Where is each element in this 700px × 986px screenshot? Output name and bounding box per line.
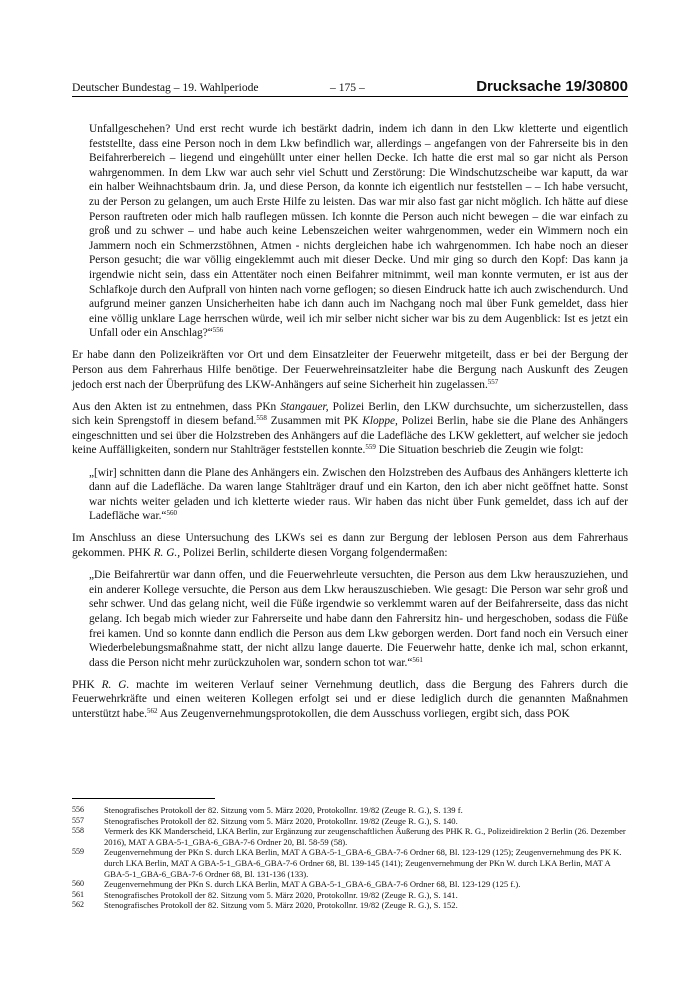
footnote-number: 561 bbox=[72, 889, 84, 899]
paragraph-text: Polizei Berlin, schilderte diesen Vorgang folgendermaßen: bbox=[180, 547, 448, 560]
paragraph-text: PHK bbox=[72, 678, 102, 691]
paragraph-text: Aus den Akten ist zu entnehmen, dass PKn bbox=[72, 400, 281, 413]
footnote-divider bbox=[72, 798, 215, 799]
paragraph-text: Polizei Berlin, habe sie die Plane des Anhängers eingeschnitten und sei über die Holzstreben des Anhängers auf die Ladefläche des LKW geklettert, auf welcher sie jedoch keine Auffälligkeiten, sondern nur Stahlträger feststellen konnte. bbox=[72, 415, 628, 457]
document-number bbox=[476, 78, 628, 95]
paragraph-text: Er habe dann den Polizeikräften vor Ort und dem Einsatzleiter der Feuerwehr mitgeteilt, dass er bei der Bergung der Person aus dem Fahrerhaus Hilfe benötige. Der Feuerwehreinsatzleiter habe die Bergung nach Auskunft des Zeugen jedoch erst nach der Überprüfung des LKW-Anhängers auf seine Sicherheit hin zugelassen. bbox=[72, 349, 628, 391]
footnote-text: Vermerk des KK Manderscheid, LKA Berlin, zur Ergänzung zur zeugenschaftlichen Äußerung des PHK R. G., Polizeidirektion 2 Berlin (26. Dezember 2016), MAT A GBA-5-1_GBA-6_GBA-7-6 Ordner 20, Bl. 58-59 (58). bbox=[104, 826, 626, 847]
footnote-text: Zeugenvernehmung der PKn S. durch LKA Berlin, MAT A GBA-5-1_GBA-6_GBA-7-6 Ordner 68, Bl. 123-129 (125 f.). bbox=[104, 879, 521, 890]
footnote-ref: 557 bbox=[487, 377, 499, 386]
footnote-text: Stenografisches Protokoll der 82. Sitzung vom 5. März 2020, Protokollnr. 19/82 (Zeuge R. G.), S. 139 f. bbox=[104, 805, 463, 815]
paragraph-text: Im Anschluss an diese Untersuchung des LKWs sei es dann zur Bergung der leblosen Person aus dem Fahrerhaus gekommen. PHK bbox=[72, 532, 628, 560]
footnote-text: Stenografisches Protokoll der 82. Sitzung vom 5. März 2020, Protokollnr. 19/82 (Zeuge R. G.), S. 140. bbox=[104, 815, 458, 826]
footnote bbox=[72, 900, 628, 911]
page-number: – 175 – bbox=[330, 81, 365, 94]
footnote-text: Stenografisches Protokoll der 82. Sitzung vom 5. März 2020, Protokollnr. 19/82 (Zeuge R. G.), S. 141. bbox=[104, 889, 458, 900]
page-header bbox=[72, 78, 628, 97]
header-left: Deutscher Bundestag – 19. Wahlperiode bbox=[72, 81, 259, 94]
footnote-ref: 562 bbox=[146, 706, 158, 715]
paragraph-text: Aus Zeugenvernehmungsprotokollen, die dem Ausschuss vorliegen, ergibt sich, dass POK bbox=[157, 707, 570, 720]
person-name: R. G. bbox=[101, 678, 130, 691]
paragraph-text: machte im weiteren Verlauf seiner Vernehmung deutlich, dass die Bergung des Fahrers durch die Feuerwehrkräfte und einen weiteren Kollegen erfolgt sei und er diese lediglich durch die genannten Maßnahmen unterstützt habe. bbox=[72, 678, 628, 720]
footnote-number: 559 bbox=[72, 847, 84, 857]
body-paragraph bbox=[72, 348, 628, 392]
footnote bbox=[72, 847, 628, 879]
paragraph-text: Die Situation beschrieb die Zeugin wie folgt: bbox=[375, 444, 584, 457]
quote-text: „Die Beifahrertür war dann offen, und die Feuerwehrleute versuchten, die Person aus dem Lkw herauszuziehen, und ein anderer Kollege versuchte, die Person aus dem Lkw herauszuschieben. Wie gesagt: Die Person war sehr groß und sehr schwer. Und das gelang nicht, weil die Füße irgendwie so verklemmt waren auf der Beifahrerseite, dass das nicht gelang. Ich begab mich wieder zur Fahrerseite und habe dann den Fahrersitz hin- und hergeschoben, sodass die Füße frei kamen. Und so konnte dann endlich die Person aus dem Lkw geborgen werden. Dort fand noch ein Versuch einer Wiederbelebungsmaßnahme statt, der nicht allzu lange dauerte. Die Feuerwehr hatte, denke ich mal, schon erkannt, dass die Person nicht mehr zurückzuholen war, sondern schon tot war.“ bbox=[89, 569, 628, 669]
paragraph-text: Polizei Berlin, den LKW durchsuchte, um sicherzustellen, dass sich kein Sprengstoff in diesem befand. bbox=[72, 400, 628, 428]
quote-paragraph bbox=[89, 466, 628, 524]
quote-paragraph bbox=[89, 568, 628, 670]
document-number-prefix: Drucksache 19/ bbox=[476, 78, 587, 95]
footnote-ref: 556 bbox=[212, 326, 224, 335]
body-paragraph bbox=[72, 678, 628, 722]
body-text bbox=[72, 122, 628, 729]
footnote-number: 558 bbox=[72, 826, 84, 836]
footnote bbox=[72, 826, 628, 847]
document-number-value: 30800 bbox=[586, 78, 628, 95]
footnote bbox=[72, 805, 628, 816]
footnotes bbox=[72, 798, 628, 911]
body-paragraph bbox=[72, 531, 628, 560]
person-name: Kloppe, bbox=[362, 415, 398, 428]
footnote-ref: 560 bbox=[166, 509, 177, 518]
quote-text: „[wir] schnitten dann die Plane des Anhängers ein. Zwischen den Holzstreben des Aufbaus des Anhängers kletterte ich dann auf die Ladefläche. Da waren lange Stahlträger drauf und ein Karton, den ich aber nicht geöffnet hatte. Sonst war nichts weiter geladen und ich kletterte wieder raus. Wir haben das nicht über Funk gemeldet, dass ich auf der Ladefläche war.“ bbox=[89, 466, 628, 523]
footnote-ref: 558 bbox=[256, 414, 267, 423]
footnote-number: 556 bbox=[72, 805, 84, 814]
footnote-number: 562 bbox=[72, 900, 84, 910]
person-name: Stangauer, bbox=[280, 400, 329, 413]
body-paragraph bbox=[72, 400, 628, 458]
quote-text: Unfallgeschehen? Und erst recht wurde ich bestärkt dadrin, indem ich dann in den Lkw kletterte und eigentlich feststellte, dass eine Person noch in dem Lkw befindlich war, allerdings – angefangen von der Fahrerseite bis in den Beifahrerbereich – liegend und eingehüllt unter einer hellen Decke. Ich hatte die erst mal so gar nicht als Person wahrgenommen. In dem Lkw war auch sehr viel Schutt und Zerstörung: Die Windschutzscheibe war kaputt, da war ein halber Weihnachtsbaum drin. Ja, und diese Person, da konnte ich eigentlich nur feststellen – – Ich habe versucht, zu der Person zu gelangen, um auch Erste Hilfe zu leisten. Das war mir also fast gar nicht möglich. Ich hätte auf diese Person rauftreten oder mich halb rauflegen müssen. Ich konnte die Person auch nicht bewegen – die war einfach zu groß und zu schwer – und habe auch keine Lebenszeichen weiter wahrgenommen, weder ein Wimmern noch ein Jammern noch ein Schmerzstöhnen, Atmen - nichts dergleichen habe ich wahrgenommen. Ich habe noch an dieser Person gesucht; die war völlig eingeklemmt auch mit dieser Decke. Und mir ging so durch den Kopf: Das kann ja irgendwie nicht sein, dass ein Attentäter noch einen Beifahrer mitnimmt, weil man konnte vermuten, er ist aus der Schlafkoje durch den Aufprall von hinten nach vorne geflogen; so diesen Eindruck hatte ich auch zwischendurch. Und aufgrund meiner ganzen Unsicherheiten habe ich dann auch im Nachgang noch mal über Funk gemeldet, dass hier eine völlig unklare Lage herrschen würde, weil ich mir selber nicht sicher war bis zu dem Augenblick: Ist es jetzt ein Unfall oder ein Anschlag?“ bbox=[89, 123, 628, 340]
footnote-number: 557 bbox=[72, 815, 84, 825]
quote-paragraph bbox=[89, 122, 628, 341]
footnote-text: Stenografisches Protokoll der 82. Sitzung vom 5. März 2020, Protokollnr. 19/82 (Zeuge R. G.), S. 152. bbox=[104, 900, 458, 911]
person-name: R. G., bbox=[153, 547, 181, 560]
footnote-number: 560 bbox=[72, 879, 84, 889]
footnote-ref: 559 bbox=[365, 443, 376, 452]
paragraph-text: Zusammen mit PK bbox=[266, 415, 363, 428]
footnote bbox=[72, 816, 628, 827]
footnote-ref: 561 bbox=[412, 655, 423, 664]
footnote bbox=[72, 890, 628, 901]
footnote-text: Zeugenvernehmung der PKn S. durch LKA Berlin, MAT A GBA-5-1_GBA-6_GBA-7-6 Ordner 68, Bl. 123-129 (125); Zeugenvernehmung des PK K. durch LKA Berlin, MAT A GBA-5-1_GBA-6_GBA-7-6 Ordner 68, Bl. 139-145 (141); Zeugenvernehmung der PKn W. durch LKA Berlin, MAT A GBA-5-1_GBA-6_GBA-7-6 Ordner 68, Bl. 131-136 (133). bbox=[104, 847, 622, 879]
footnote bbox=[72, 879, 628, 890]
